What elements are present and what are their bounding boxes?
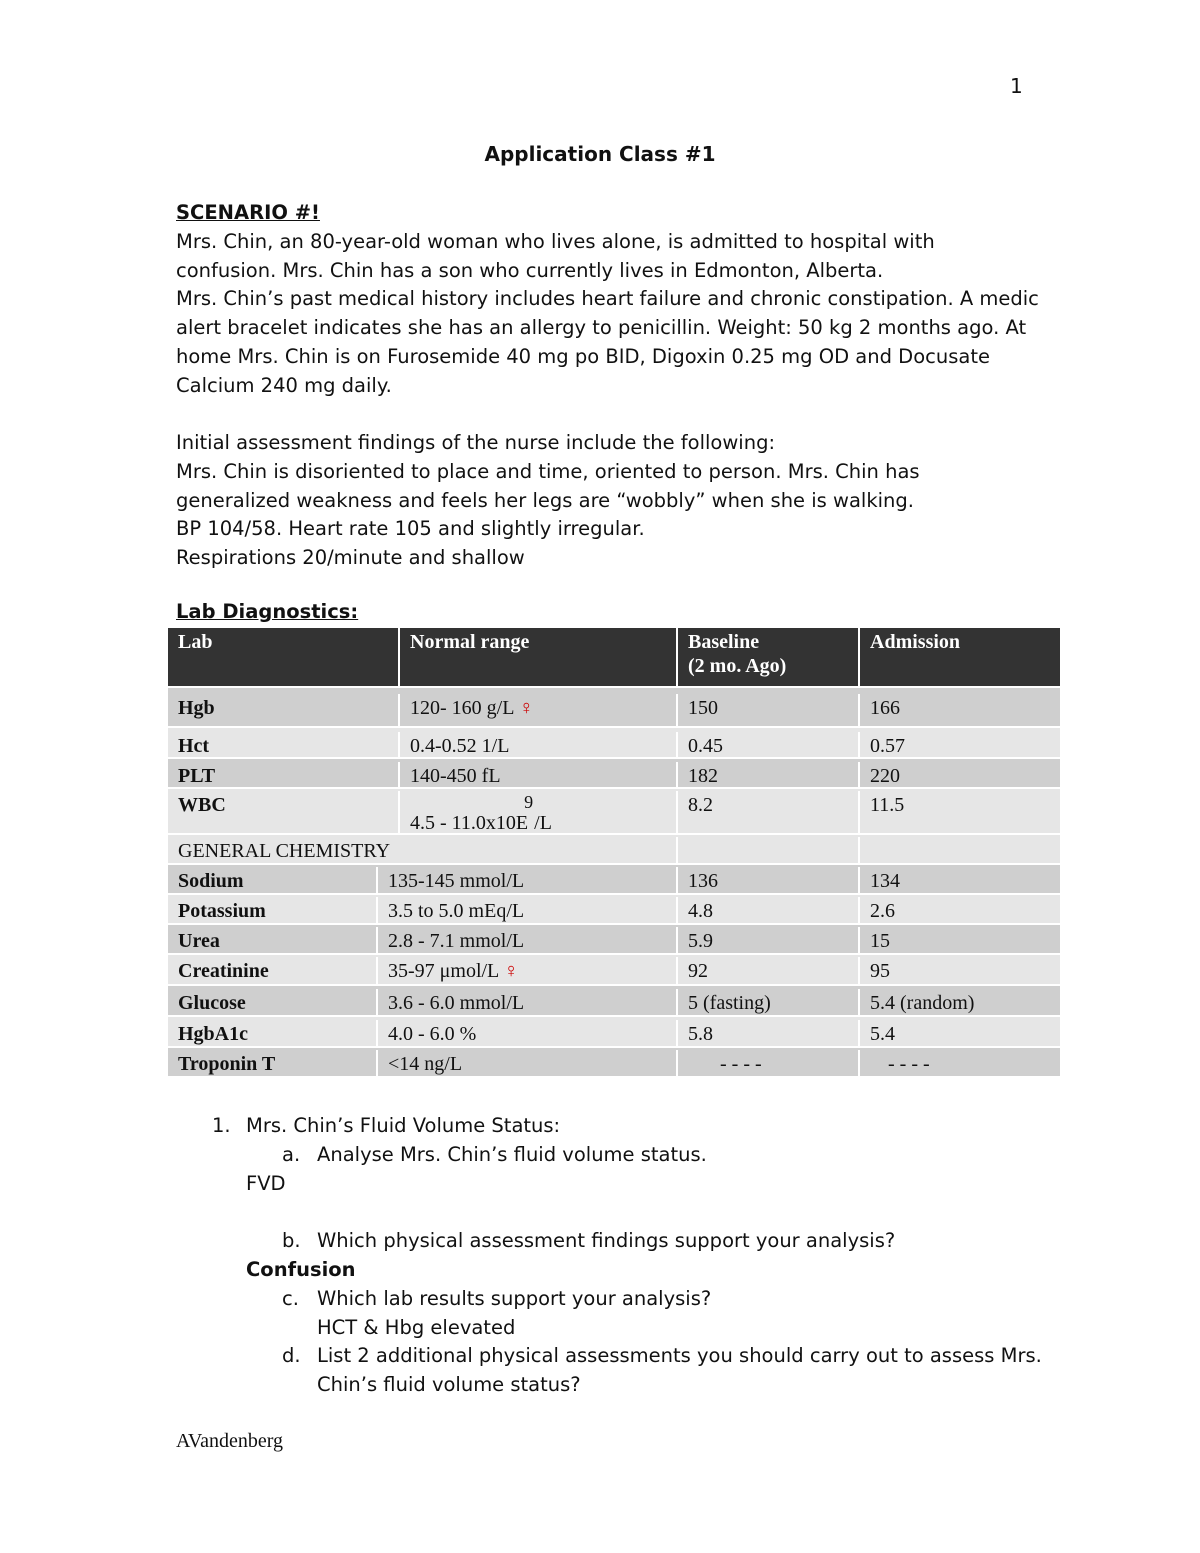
- table-row: [168, 925, 1060, 955]
- assessment-line: Mrs. Chin is disoriented to place and time, oriented to person. Mrs. Chin has: [176, 459, 920, 483]
- answer-1b: [176, 1256, 1076, 1285]
- scenario-line: Mrs. Chin’s past medical history includes heart failure and chronic constipation. A medic: [176, 287, 1039, 311]
- cell-admission: - - - -: [888, 1053, 930, 1075]
- female-symbol-icon: ♀: [518, 697, 534, 719]
- cell-range: 2.8 - 7.1 mmol/L: [378, 927, 678, 953]
- table-row-hct: [168, 728, 1060, 759]
- table-header-row: [168, 628, 1060, 688]
- cell-range: <14 ng/L: [378, 1050, 678, 1076]
- cell-range: 3.5 to 5.0 mEq/L: [378, 897, 678, 923]
- answer-text: FVD: [246, 1171, 286, 1195]
- question-1c: [176, 1285, 1076, 1314]
- cell-empty: [678, 837, 860, 863]
- cell-baseline: - - - -: [678, 1050, 860, 1076]
- cell-admission: 15: [870, 930, 890, 952]
- cell-admission: 5.4 (random): [870, 992, 975, 1014]
- cell-range: 135-145 mmol/L: [378, 867, 678, 893]
- cell-baseline: 5 (fasting): [678, 989, 860, 1015]
- cell-baseline: 5.9: [678, 927, 860, 953]
- cell-lab: WBC: [168, 791, 400, 833]
- question-1a: [176, 1141, 1076, 1170]
- lab-diagnostics-heading: Lab Diagnostics:: [176, 600, 359, 623]
- initial-assessment-section: [176, 429, 1046, 573]
- question-1b: [176, 1227, 1076, 1256]
- cell-baseline: 92: [678, 957, 860, 984]
- cell-range: 3.6 - 6.0 mmol/L: [378, 989, 678, 1015]
- sub-question-label: c.: [282, 1286, 299, 1310]
- scenario-heading: SCENARIO #!: [176, 201, 320, 224]
- header-normal-range: Normal range: [400, 628, 678, 686]
- cell-empty: [860, 837, 1060, 863]
- cell-baseline: 182: [678, 762, 860, 787]
- table-row-wbc: [168, 789, 1060, 835]
- assessment-line: Initial assessment findings of the nurse include the following:: [176, 431, 776, 454]
- cell-lab: Potassium: [168, 897, 378, 923]
- table-row: [168, 955, 1060, 986]
- table-row: [168, 865, 1060, 895]
- cell-baseline: 150: [678, 694, 860, 726]
- sub-question-text: Analyse Mrs. Chin’s fluid volume status.: [317, 1142, 707, 1166]
- sub-question-text: List 2 additional physical assessments you should carry out to assess Mrs.: [317, 1344, 1042, 1368]
- header-lab: Lab: [168, 628, 400, 686]
- cell-lab: Sodium: [168, 867, 378, 893]
- cell-lab: Troponin T: [168, 1050, 378, 1076]
- question-1d-cont: [176, 1371, 1076, 1400]
- female-symbol-icon: ♀: [503, 960, 519, 982]
- range-text: 4.5 - 11.0x10E: [410, 812, 529, 834]
- table-row-chem-heading: [168, 835, 1060, 865]
- cell-lab: PLT: [168, 762, 400, 787]
- cell-lab: Hct: [168, 732, 400, 757]
- scenario-line: home Mrs. Chin is on Furosemide 40 mg po BID, Digoxin 0.25 mg OD and Docusate: [176, 344, 990, 368]
- table-row: [168, 986, 1060, 1017]
- cell-baseline: 0.45: [678, 732, 860, 757]
- header-admission: Admission: [870, 631, 961, 653]
- footer-author: AVandenberg: [176, 1430, 284, 1452]
- question-text: Mrs. Chin’s Fluid Volume Status:: [246, 1114, 561, 1137]
- scenario-line: Mrs. Chin, an 80-year-old woman who lives alone, is admitted to hospital with: [176, 229, 935, 253]
- cell-lab: Urea: [168, 927, 378, 953]
- assessment-line: BP 104/58. Heart rate 105 and slightly irregular.: [176, 517, 645, 541]
- sub-question-label: b.: [282, 1229, 301, 1253]
- cell-range: 4.0 - 6.0 %: [378, 1020, 678, 1046]
- table-row: [168, 1017, 1060, 1048]
- cell-lab: Hgb: [168, 694, 400, 726]
- cell-baseline: 4.8: [678, 897, 860, 923]
- page-number: 1: [1010, 74, 1023, 98]
- cell-admission: 134: [870, 870, 900, 892]
- sub-question-text: Which physical assessment findings support your analysis?: [317, 1229, 896, 1253]
- answer-1c: [176, 1314, 1076, 1343]
- scenario-section: [176, 199, 1046, 401]
- cell-range: 0.4-0.52 1/L: [400, 732, 678, 757]
- table-row: [168, 895, 1060, 925]
- answer-text: Confusion: [246, 1257, 356, 1281]
- question-number: 1.: [212, 1114, 231, 1137]
- cell-baseline: 8.2: [678, 791, 860, 833]
- cell-range: [400, 791, 678, 833]
- cell-admission: 95: [870, 960, 890, 982]
- range-text: 120- 160 g/L: [410, 697, 514, 719]
- table-row-hgb: [168, 688, 1060, 728]
- cell-admission: 0.57: [870, 735, 905, 757]
- sub-question-text: Chin’s fluid volume status?: [317, 1373, 581, 1397]
- cell-admission: 5.4: [870, 1023, 895, 1045]
- cell-range: [400, 694, 678, 726]
- answer-text: HCT & Hbg elevated: [317, 1315, 516, 1339]
- cell-baseline: 136: [678, 867, 860, 893]
- sub-question-text: Which lab results support your analysis?: [317, 1286, 712, 1310]
- spacer: [176, 1198, 1076, 1227]
- range-unit: /L: [534, 812, 552, 834]
- table-row-plt: [168, 759, 1060, 789]
- cell-lab: Glucose: [168, 989, 378, 1015]
- document-title: Application Class #1: [484, 142, 716, 166]
- assessment-line: generalized weakness and feels her legs are “wobbly” when she is walking.: [176, 488, 914, 512]
- sub-question-label: a.: [282, 1142, 301, 1166]
- cell-baseline: 5.8: [678, 1020, 860, 1046]
- header-baseline-sub: (2 mo. Ago): [688, 655, 787, 677]
- scenario-line: confusion. Mrs. Chin has a son who currently lives in Edmonton, Alberta.: [176, 258, 884, 282]
- cell-range: 140-450 fL: [400, 762, 678, 787]
- questions-section: [176, 1112, 1076, 1400]
- question-1: [176, 1112, 1076, 1141]
- cell-admission: 2.6: [870, 900, 895, 922]
- scenario-line: Calcium 240 mg daily.: [176, 373, 392, 397]
- chem-heading: GENERAL CHEMISTRY: [168, 837, 678, 863]
- sub-question-label: d.: [282, 1344, 301, 1368]
- cell-admission: 166: [870, 697, 900, 719]
- cell-range: [378, 957, 678, 984]
- assessment-line: Respirations 20/minute and shallow: [176, 546, 525, 570]
- range-text: 35-97 μmol/L: [388, 960, 499, 982]
- header-baseline-label: Baseline: [688, 631, 760, 653]
- lab-table: [168, 628, 1060, 1078]
- range-exponent: 9: [524, 792, 534, 812]
- table-row: [168, 1048, 1060, 1078]
- header-baseline: [678, 628, 860, 686]
- cell-admission: 11.5: [870, 794, 905, 816]
- cell-lab: HgbA1c: [168, 1020, 378, 1046]
- answer-1a: [176, 1170, 1076, 1199]
- cell-admission: 220: [870, 765, 900, 787]
- question-1d: [176, 1342, 1076, 1371]
- cell-lab: Creatinine: [168, 957, 378, 984]
- scenario-line: alert bracelet indicates she has an allergy to penicillin. Weight: 50 kg 2 months ago. At: [176, 316, 1027, 340]
